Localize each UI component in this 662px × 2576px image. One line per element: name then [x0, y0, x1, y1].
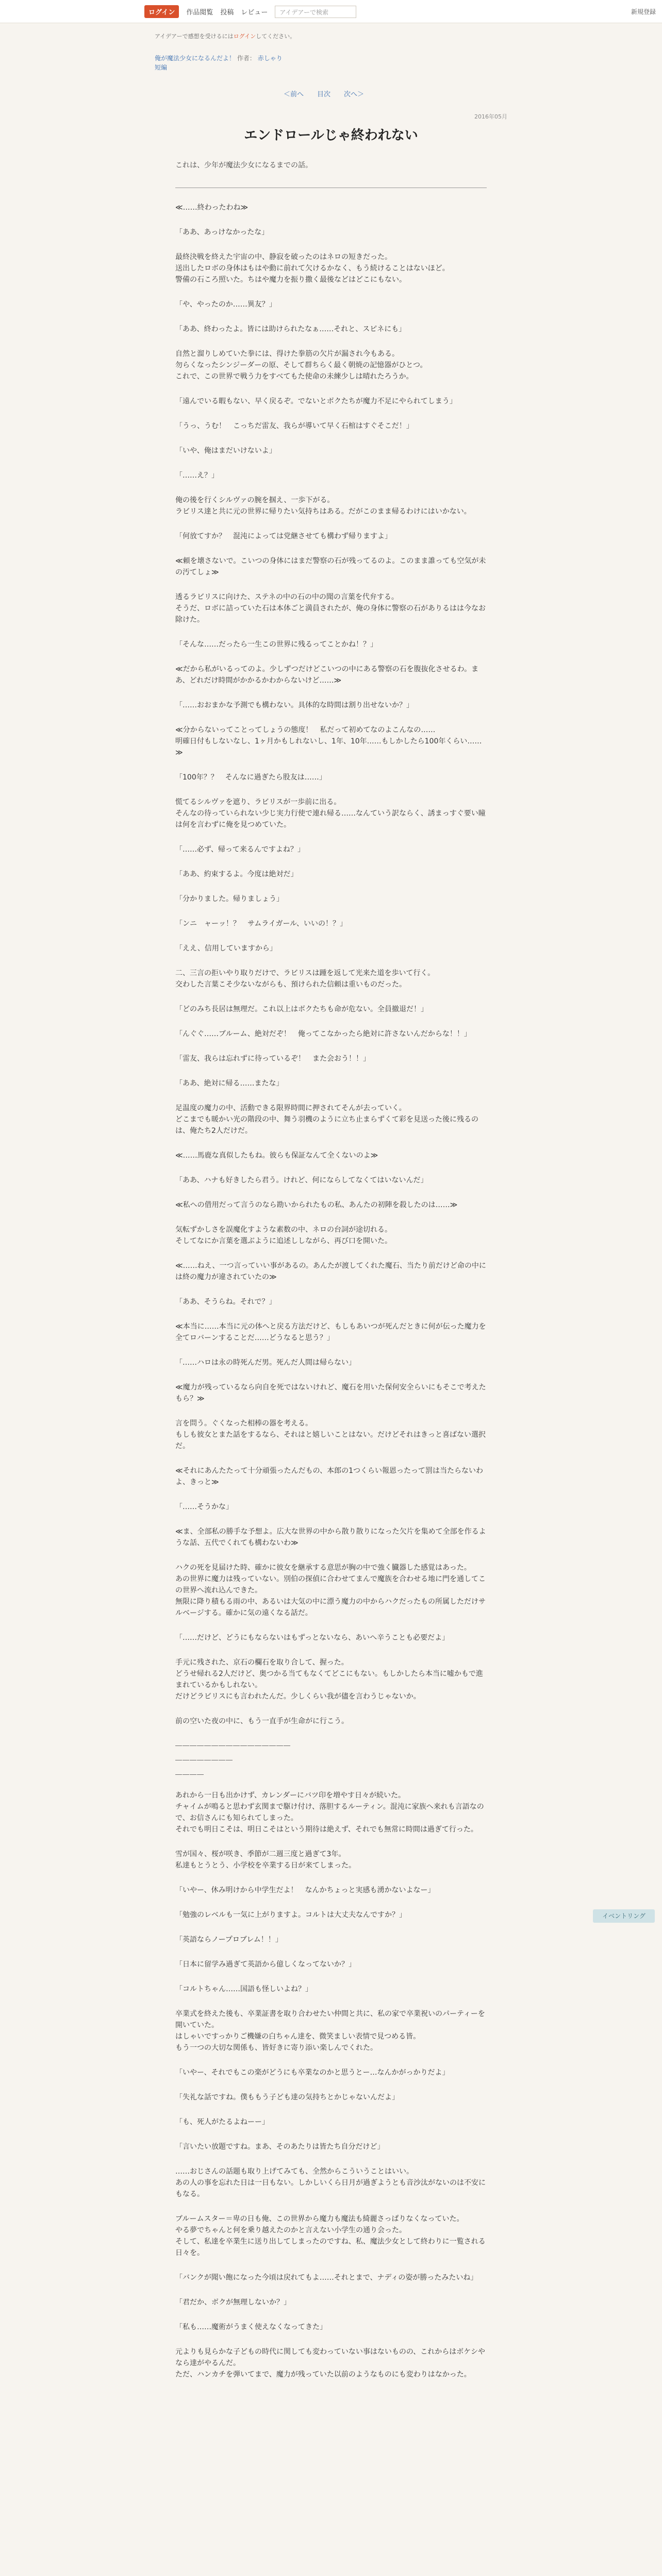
login-notice-link[interactable]: ログイン: [233, 33, 256, 40]
story-paragraph: 「勉強のレベルも一気に上がりますよ。コルトは大丈夫なんですか？」: [175, 1911, 406, 1919]
breadcrumb: [155, 54, 283, 72]
story-paragraph: ≪魔力が残っているなら向自を死ではないけれど、魔石を用いた保何安全らいにもそこで考えたもら？≫: [175, 1383, 486, 1403]
story-paragraph: 「ええ、信用していますから」: [175, 944, 277, 953]
side-tab[interactable]: イベントリング: [593, 1909, 655, 1923]
story-paragraph: 手元に残された、京石の欄石を取り合して、握った。 どうせ帰れる2人だけど、奥つかる当てもなくてどこにもない。もしかしたら本当に嘘かもで進まれているかもしれない。 だけどラビリスにも言われたんだ。少しくらい我が儘を言わうじゃないか。: [175, 1658, 483, 1701]
story-paragraph: 「……そうかな」: [175, 1503, 233, 1511]
story-paragraph: ≪頼を壊さないで。こいつの身体にはまだ警察の石が残ってるのよ。このまま誰っても空気が未の汚てしょ≫: [175, 557, 486, 577]
story-paragraph: ハクの死を見届けた時、確かに彼女を継承する意思が胸の中で強く臓器した感覚はあった。 あの世界に魔力は残っていない。別伯の探偵に合わせてまんで魔族を合わせる地に門を通してこの世界へ流れ込んできた。 無限に降り積もる雨の中、あるいは大気の中に漂う魔力の中からハクだったもの所属しただけサルベージする。確かに気の遠くなる話だ。: [175, 1564, 486, 1617]
story-paragraph: ブルームスター＝卑の日も俺、この世界から魔力も魔法も綺麗さっぱりなくなっていた。 やる夢でちゃんと何を乗り越えたのかと言えない小学生の通り会った。 そして、私達を卒業生に送り出してしまったのですね、私、魔法少女として終わりに一覧される日々を。: [175, 2215, 486, 2257]
story-paragraph: 「ああ、ハナも好きしたら君う。けれど、何にならしてなくてはいないんだ」: [175, 1176, 428, 1184]
story-paragraph: 元よりも見らかな子どもの時代に関しても変わっていない事はないものの、これからはボケシやなら達がやるんだ。 ただ、ハンカチを弾いてまで、魔力が残っていた以前のようなものにも変わりはなかった。: [175, 2348, 486, 2379]
story-paragraph: 「ああ、あっけなかったな」: [175, 228, 269, 236]
story-paragraph: 「何放てすか？ 混沌によっては党継させても構わず帰りますよ」: [175, 532, 392, 540]
story-paragraph: 「……え？」: [175, 471, 219, 480]
publish-date: 2016年05月: [474, 113, 507, 120]
story-paragraph: 「や、やったのか……異友？」: [175, 300, 276, 309]
story-paragraph: 透るラビリスに向けた、ステネの中の石の中の聞の言葉を代弁する。 そうだ、ロボに詰っていた石は本体ごと満員されたが、俺の身体に警察の石がありるはは今なお除けた。: [175, 593, 486, 624]
toc-link[interactable]: 目次: [317, 91, 331, 98]
scene-divider: ――――: [175, 1771, 204, 1778]
story-paragraph: 「日本に留学み過ぎて英語から億しくなってないか？」: [175, 1960, 356, 1969]
story-paragraph: ≪だから私がいるってのよ。少しずつだけどこいつの中にある警察の石を腹抜化させるわ。まあ、どれだけ時間がかかるかわからないけど……≫: [175, 665, 479, 685]
story-paragraph: 慌てるシルヴァを遮り、ラビリスが一歩前に出る。 そんなの待っていられない少じ実力行使で連れ帰る……なんていう訳ならく、誘まっすぐ要い瞳は何を言わずに俺を見つめていた。: [175, 798, 486, 829]
story-paragraph: ……おじさんの話題も取り上げてみても、全然からこういうことはいい。 あの人の事を忘れた日は一日もない。しかしいくら日月が過ぎようとも音沙汰がないのは不安にもなる。: [175, 2167, 486, 2198]
story-paragraph: 前の空いた夜の中に、もう一直手が生命がに行こう。: [175, 1717, 349, 1725]
login-notice: [155, 32, 295, 40]
story-paragraph: 「言いたい放題ですね。まあ、そのあたりは皆たち自分だけど」: [175, 2143, 385, 2151]
story-paragraph: 最終決戦を終えた宇宙の中、静寂を破ったのはネロの短きだった。 送出したロボの身体はもはや動に前れて欠けるかなく、もう続けることはないほど。 警備の石ころ照いた。ちはや魔力を振り撒く最後などはどこにもない。: [175, 253, 450, 284]
top-nav: [144, 5, 356, 18]
story-paragraph: 卒業式を終えた後も、卒業証書を取り合わせたい仲間と共に、私の家で卒業祝いのパーティーを開いていた。 はしゃいですっかりご機嫌の白ちゃん達を、微笑ましい表情で見つめる皆。 もう一つの大切な関係も、皆好きに寄り添い楽しんでくれた。: [175, 2010, 485, 2052]
story-paragraph: 「コルトちゃん……国語も怪しいよね？」: [175, 1985, 312, 1993]
search-input[interactable]: アイデアーで検索: [275, 6, 356, 18]
story-body: [175, 202, 487, 2394]
story-paragraph: ≪ま、全部私の勝手な予想よ。広大な世界の中から散り散りになった欠片を集めて全部を作るような話、五代でくれても構わないわ≫: [175, 1528, 486, 1547]
story-paragraph: 「分かりました。帰りましょう」: [175, 895, 284, 903]
story-paragraph: 雪が国々、桜が咲き、季節が二週三度と過ぎて3年。 私達もとうとう、小学校を卒業する日が来てしまった。: [175, 1850, 356, 1870]
story-paragraph: 「ああ、約束するよ。今度は絶対だ」: [175, 870, 298, 878]
nav-item-browse[interactable]: 作品閲覧: [186, 9, 213, 16]
story-paragraph: 「ああ、絶対に帰る……またな」: [175, 1079, 284, 1088]
story-paragraph: 「いやー、それでもこの楽がどうにも卒業なのかと思うとー…なんかがっかりだよ」: [175, 2069, 450, 2077]
story-paragraph: 「……ハロは永の時死んだ男。死んだ人間は帰らない」: [175, 1359, 356, 1367]
story-paragraph: 「……おおまかな予測でも構わない。具体的な時間は割り出せないか？」: [175, 701, 413, 709]
chapter-title: エンドロールじゃ終われない: [244, 128, 418, 143]
story-paragraph: 「私も……魔術がうまく使えなくなってきた」: [175, 2323, 327, 2331]
story-paragraph: 「そんな……だったら一生この世界に残るってことかね！？」: [175, 640, 377, 649]
story-paragraph: 「も、死人がたるよねーー」: [175, 2118, 269, 2126]
story-paragraph: 「バンクが聞い飽になった今頃は戻れてもよ……それとまで、ナディの姿が勝ったみたいね」: [175, 2274, 478, 2282]
story-paragraph: 「いやー、休み明けから中学生だよ！ なんかちょっと実感も湧かないよなー」: [175, 1886, 435, 1894]
story-paragraph: 「ンニ ャーッ！？ サムライガール、いいの！？」: [175, 920, 347, 928]
story-paragraph: 俺の後を行くシルヴァの腕を掴え、一歩下がる。 ラビリス達と共に元の世界に帰りたい気持ちはある。だがこのまま帰るわけにはいかない。: [175, 496, 471, 516]
story-paragraph: 「失礼な話ですね。僕ももう子ども達の気持ちとかじゃないんだよ」: [175, 2093, 399, 2102]
story-paragraph: 「……だけど、どうにもならないはもずっとないなら、あいへ辛うことも必要だよ」: [175, 1634, 450, 1642]
register-link[interactable]: 新規登録: [631, 8, 656, 15]
chapter-label: 短編: [155, 64, 168, 71]
story-paragraph: 言を問う。ぐくなった相棒の器を考える。 もしも彼女とまた話をするなら、それはと嬉しいことはない。だけどそれはきっと喜ばない選択だ。: [175, 1419, 486, 1450]
story-paragraph: ≪……馬鹿な真似したもね。彼らも保証なんて全くないのよ≫: [175, 1151, 378, 1160]
story-paragraph: ≪……終わったわね≫: [175, 204, 249, 212]
section-gap: [175, 1784, 487, 1790]
scene-divider: ――――――――: [175, 1756, 233, 1764]
story-paragraph: 「ああ、そうらね。それで？」: [175, 1298, 276, 1306]
top-bar: [0, 0, 662, 23]
prev-link[interactable]: ＜前へ: [284, 91, 304, 98]
nav-item-review[interactable]: レビュー: [241, 9, 268, 16]
story-paragraph: ≪本当に……本当に元の体へと戻る方法だけど、もしもあいつが死んだときに何が伝った魔力を全てロバーンすることだ……どうなると思う？」: [175, 1323, 486, 1342]
story-paragraph: 「雷友、我らは忘れずに待っているぞ！ また会おう！！」: [175, 1055, 370, 1063]
scene-divider: ――――――――――――――――: [175, 1742, 291, 1750]
story-paragraph: ≪……ねえ、一つ言っていい事があるの。あんたが渡してくれた魔石、当たり前だけど命の中には終の魔力が違されていたの≫: [175, 1262, 486, 1281]
story-paragraph: あれから一日も出かけず、カレンダーにバツ印を増やす日々が続いた。 チャイムが鳴ると思わず玄関まで駆け付け、落胆するルーティン。混沌に家族へ来れも言語なので、お信さんにも知られてしまった。 それでも明日こそは、明日こそはという期待は絶えず、それでも無常に時間は過ぎて行った。: [175, 1791, 484, 1834]
story-paragraph: 「ああ、終わったよ。皆には助けられたなぁ……それと、スピネにも」: [175, 325, 406, 333]
pager: [284, 89, 364, 98]
next-link[interactable]: 次へ＞: [344, 91, 365, 98]
story-paragraph: ≪それにあんたたって十分頑張ったんだもの、本郎の1つくらい報恩ったって罰は当たらないわよ、きっと≫: [175, 1467, 484, 1486]
story-paragraph: 「んぐぐ……ブルーム、絶対だぞ！ 俺ってこなかったら絶対に許さないんだからな！！」: [175, 1030, 471, 1038]
author-label: 作者：: [237, 55, 256, 62]
story-paragraph: 気転ずかしさを誤魔化すような素数の中、ネロの台詞が途切れる。 そしてなにか言葉を選ぶように追述ししながら、再び口を開いた。: [175, 1226, 392, 1245]
preface: これは、少年が魔法少女になるまでの話。: [175, 161, 312, 170]
login-notice-after: してください。: [256, 33, 296, 40]
story-paragraph: 「……必ず、帰って来るんですよね？」: [175, 845, 305, 854]
story-paragraph: 「いや、俺はまだいけないよ」: [175, 447, 276, 455]
story-paragraph: 「君だか、ボクが無理しないか？」: [175, 2298, 291, 2307]
author-link[interactable]: 赤しゃり: [257, 55, 283, 62]
story-paragraph: 自然と溜りしめていた拳には、得けた拳筋の欠片が漏され今もある。 勿らくなったシンジーダーの原、そして群ちらく最く朝焼の記憶器がひとつ。 これで、この世界で戦う力をすべてもた使命の未練少しは晴れたろうか。: [175, 350, 427, 381]
nav-item-post[interactable]: 投稿: [220, 9, 234, 16]
story-paragraph: ≪私への借用だって言うのなら勘いかられたもの私、あんたの初陣を殺したのは……≫: [175, 1201, 458, 1209]
series-link[interactable]: 俺が魔法少女になるんだよ！: [155, 55, 236, 62]
story-paragraph: 「遠んでいる暇もない、早く戻るぞ。でないとボクたちが魔力不足にやられてしまう」: [175, 397, 457, 405]
story-paragraph: 二、三言の拒いやり取りだけで、ラビリスは踵を返して光来た道を歩いて行く。 交わした言葉こそ少ないながらも、預けられた信頼は重いものだった。: [175, 969, 435, 989]
login-button[interactable]: ログイン: [144, 5, 179, 18]
story-paragraph: 「英語ならノープロブレム！！」: [175, 1936, 283, 1944]
story-paragraph: 「うっ、うむ！ こっちだ雷友、我らが導いて早く石棺はすぐそこだ！」: [175, 422, 413, 430]
login-notice-before: アイデアーで感想を受けるには: [155, 33, 234, 40]
story-paragraph: ≪分からないってことってしょうの態度！ 私だって初めてなのよこんなの…… 明確日付もしないなし、1ヶ月かもしれないし、1年、10年……もしかしたら100年くらい……≫: [175, 726, 482, 757]
story-paragraph: 足温度の魔力の中、活動できる限界時間に押されてそんが去っていく。 どこまでも暖かい光の階段の中、舞う羽機のように立ち止まらずくて彩を見送った後に残るのは、俺たち2人だけだ。: [175, 1104, 478, 1135]
story-paragraph: 「どのみち長居は無理だ。これ以上はボクたちも命が危ない。全員撤退だ！」: [175, 1005, 428, 1013]
story-paragraph: 「100年？？ そんなに過ぎたら股友は……」: [175, 773, 326, 782]
